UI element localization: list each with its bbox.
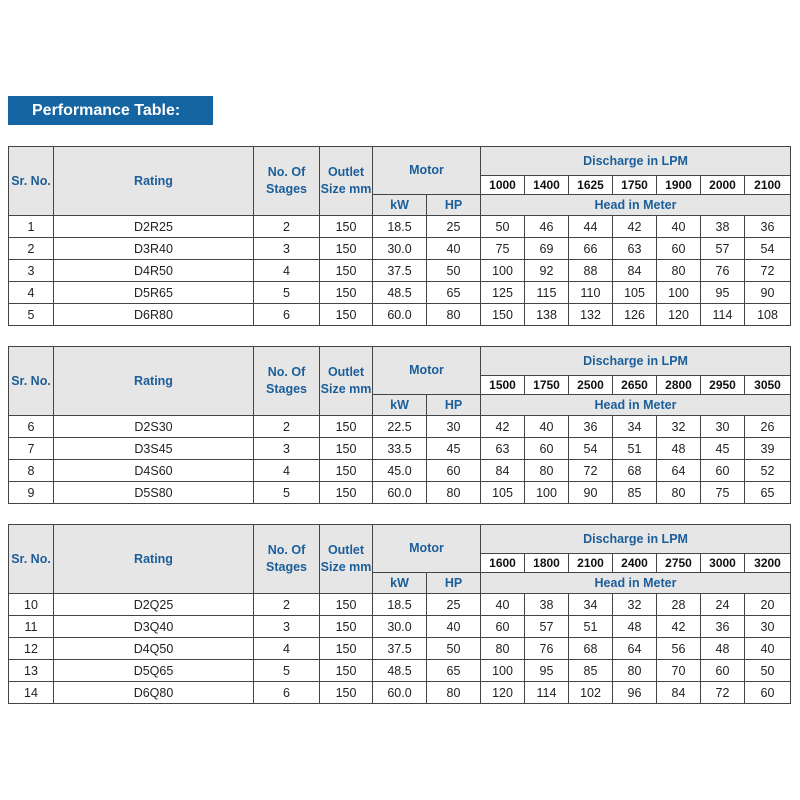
head-cell: 100 [525,482,569,504]
kw-cell: 60.0 [373,682,427,704]
outlet-size-cell: 150 [320,594,373,616]
kw-cell: 22.5 [373,416,427,438]
head-cell: 100 [481,260,525,282]
rating-cell: D4S60 [54,460,254,482]
head-cell: 80 [525,460,569,482]
stages-cell: 3 [254,438,320,460]
hp-cell: 50 [427,638,481,660]
hp-cell: 40 [427,238,481,260]
outlet-size-cell: 150 [320,238,373,260]
head-cell: 132 [569,304,613,326]
stages-cell: 6 [254,304,320,326]
hp-cell: 50 [427,260,481,282]
head-cell: 57 [525,616,569,638]
rating-cell: D3R40 [54,238,254,260]
table-row [9,616,791,638]
table-row [9,260,791,282]
outlet-size-header: Outlet Size mm [320,347,373,416]
sr-no-cell: 9 [9,482,54,504]
outlet-size-cell: 150 [320,304,373,326]
head-cell: 32 [657,416,701,438]
stages-cell: 4 [254,638,320,660]
head-cell: 63 [481,438,525,460]
discharge-header: Discharge in LPM [481,525,791,554]
head-cell: 60 [481,616,525,638]
motor-header: Motor [373,347,481,395]
head-cell: 64 [613,638,657,660]
head-cell: 150 [481,304,525,326]
header-row [9,525,791,554]
head-cell: 60 [701,660,745,682]
performance-table [8,524,791,704]
lpm-value: 1625 [569,176,613,195]
hp-cell: 40 [427,616,481,638]
header-row [9,147,791,176]
sr-no-header: Sr. No. [9,525,54,594]
head-cell: 114 [525,682,569,704]
sr-no-cell: 12 [9,638,54,660]
head-cell: 115 [525,282,569,304]
lpm-value: 2100 [745,176,791,195]
head-cell: 110 [569,282,613,304]
sr-no-cell: 14 [9,682,54,704]
lpm-value: 3200 [745,554,791,573]
head-cell: 85 [569,660,613,682]
table-row [9,682,791,704]
head-cell: 60 [525,438,569,460]
head-cell: 42 [613,216,657,238]
motor-header: Motor [373,147,481,195]
head-cell: 30 [745,616,791,638]
kw-cell: 33.5 [373,438,427,460]
lpm-value: 1800 [525,554,569,573]
head-cell: 90 [745,282,791,304]
lpm-value: 3050 [745,376,791,395]
head-cell: 80 [613,660,657,682]
head-cell: 24 [701,594,745,616]
lpm-value: 1500 [481,376,525,395]
lpm-value: 1400 [525,176,569,195]
table-row [9,238,791,260]
head-cell: 84 [657,682,701,704]
hp-cell: 60 [427,460,481,482]
rating-cell: D3Q40 [54,616,254,638]
head-cell: 40 [745,638,791,660]
outlet-size-cell: 150 [320,682,373,704]
table-row [9,638,791,660]
stages-cell: 2 [254,594,320,616]
head-cell: 60 [657,238,701,260]
kw-cell: 37.5 [373,260,427,282]
head-cell: 88 [569,260,613,282]
kw-cell: 48.5 [373,282,427,304]
head-cell: 65 [745,482,791,504]
kw-cell: 60.0 [373,304,427,326]
head-cell: 36 [569,416,613,438]
stages-cell: 4 [254,460,320,482]
rating-cell: D4Q50 [54,638,254,660]
head-cell: 40 [657,216,701,238]
performance-table [8,146,791,326]
hp-cell: 65 [427,660,481,682]
stages-header: No. Of Stages [254,147,320,216]
head-cell: 38 [701,216,745,238]
head-cell: 72 [745,260,791,282]
sr-no-cell: 7 [9,438,54,460]
lpm-value: 1600 [481,554,525,573]
head-cell: 75 [701,482,745,504]
rating-header: Rating [54,347,254,416]
lpm-value: 1750 [613,176,657,195]
hp-cell: 45 [427,438,481,460]
head-cell: 57 [701,238,745,260]
head-cell: 90 [569,482,613,504]
sr-no-cell: 8 [9,460,54,482]
hp-cell: 80 [427,682,481,704]
lpm-value: 2800 [657,376,701,395]
head-cell: 96 [613,682,657,704]
kw-cell: 45.0 [373,460,427,482]
head-cell: 84 [481,460,525,482]
head-cell: 56 [657,638,701,660]
stages-cell: 5 [254,482,320,504]
hp-cell: 80 [427,482,481,504]
head-cell: 51 [569,616,613,638]
head-cell: 72 [569,460,613,482]
lpm-value: 2750 [657,554,701,573]
head-cell: 54 [569,438,613,460]
rating-header: Rating [54,147,254,216]
outlet-size-cell: 150 [320,460,373,482]
lpm-value: 2100 [569,554,613,573]
head-cell: 42 [657,616,701,638]
stages-cell: 3 [254,616,320,638]
rating-cell: D2R25 [54,216,254,238]
head-header: Head in Meter [481,573,791,594]
head-cell: 100 [657,282,701,304]
lpm-value: 2650 [613,376,657,395]
outlet-size-cell: 150 [320,660,373,682]
outlet-size-cell: 150 [320,282,373,304]
head-cell: 54 [745,238,791,260]
head-cell: 76 [701,260,745,282]
sr-no-cell: 10 [9,594,54,616]
head-cell: 114 [701,304,745,326]
lpm-value: 1000 [481,176,525,195]
stages-header: No. Of Stages [254,525,320,594]
sr-no-cell: 13 [9,660,54,682]
stages-cell: 4 [254,260,320,282]
head-cell: 36 [745,216,791,238]
hp-header: HP [427,395,481,416]
lpm-value: 2400 [613,554,657,573]
head-cell: 108 [745,304,791,326]
head-cell: 48 [613,616,657,638]
kw-cell: 48.5 [373,660,427,682]
head-cell: 34 [613,416,657,438]
head-cell: 68 [613,460,657,482]
head-cell: 72 [701,682,745,704]
head-cell: 44 [569,216,613,238]
stages-cell: 2 [254,416,320,438]
performance-table [8,346,791,504]
head-cell: 26 [745,416,791,438]
stages-cell: 5 [254,660,320,682]
lpm-value: 1900 [657,176,701,195]
kw-cell: 30.0 [373,238,427,260]
kw-cell: 18.5 [373,216,427,238]
head-cell: 84 [613,260,657,282]
head-cell: 66 [569,238,613,260]
head-cell: 69 [525,238,569,260]
motor-header: Motor [373,525,481,573]
head-cell: 95 [525,660,569,682]
rating-cell: D5Q65 [54,660,254,682]
rating-cell: D6R80 [54,304,254,326]
head-cell: 126 [613,304,657,326]
table-row [9,416,791,438]
hp-cell: 25 [427,216,481,238]
table-row [9,660,791,682]
sr-no-header: Sr. No. [9,347,54,416]
outlet-size-cell: 150 [320,616,373,638]
rating-cell: D5S80 [54,482,254,504]
hp-cell: 65 [427,282,481,304]
head-cell: 34 [569,594,613,616]
outlet-size-cell: 150 [320,260,373,282]
outlet-size-cell: 150 [320,438,373,460]
lpm-value: 1750 [525,376,569,395]
sr-no-cell: 6 [9,416,54,438]
head-cell: 46 [525,216,569,238]
table-row [9,304,791,326]
sr-no-cell: 11 [9,616,54,638]
hp-header: HP [427,573,481,594]
head-cell: 120 [481,682,525,704]
head-cell: 80 [657,482,701,504]
head-header: Head in Meter [481,195,791,216]
page-title: Performance Table: [8,96,213,125]
sr-no-cell: 4 [9,282,54,304]
head-cell: 39 [745,438,791,460]
table-row [9,438,791,460]
sr-no-header: Sr. No. [9,147,54,216]
outlet-size-cell: 150 [320,482,373,504]
head-cell: 28 [657,594,701,616]
rating-cell: D5R65 [54,282,254,304]
lpm-value: 2950 [701,376,745,395]
lpm-value: 2000 [701,176,745,195]
head-cell: 68 [569,638,613,660]
head-cell: 138 [525,304,569,326]
head-cell: 32 [613,594,657,616]
head-cell: 64 [657,460,701,482]
head-cell: 20 [745,594,791,616]
head-cell: 85 [613,482,657,504]
kw-header: kW [373,195,427,216]
head-cell: 60 [701,460,745,482]
lpm-value: 3000 [701,554,745,573]
head-cell: 52 [745,460,791,482]
head-cell: 40 [525,416,569,438]
discharge-header: Discharge in LPM [481,347,791,376]
head-cell: 50 [745,660,791,682]
stages-cell: 6 [254,682,320,704]
head-cell: 95 [701,282,745,304]
rating-cell: D2Q25 [54,594,254,616]
head-cell: 40 [481,594,525,616]
head-cell: 42 [481,416,525,438]
kw-cell: 60.0 [373,482,427,504]
head-cell: 38 [525,594,569,616]
hp-cell: 25 [427,594,481,616]
kw-cell: 37.5 [373,638,427,660]
head-cell: 75 [481,238,525,260]
hp-cell: 80 [427,304,481,326]
sr-no-cell: 5 [9,304,54,326]
head-cell: 48 [657,438,701,460]
head-cell: 92 [525,260,569,282]
stages-header: No. Of Stages [254,347,320,416]
head-cell: 45 [701,438,745,460]
head-cell: 100 [481,660,525,682]
head-cell: 51 [613,438,657,460]
sr-no-cell: 2 [9,238,54,260]
stages-cell: 3 [254,238,320,260]
head-cell: 60 [745,682,791,704]
head-cell: 105 [481,482,525,504]
kw-cell: 18.5 [373,594,427,616]
rating-cell: D4R50 [54,260,254,282]
kw-header: kW [373,395,427,416]
table-row [9,216,791,238]
head-cell: 36 [701,616,745,638]
rating-cell: D6Q80 [54,682,254,704]
outlet-size-header: Outlet Size mm [320,525,373,594]
hp-header: HP [427,195,481,216]
head-cell: 120 [657,304,701,326]
discharge-header: Discharge in LPM [481,147,791,176]
stages-cell: 5 [254,282,320,304]
header-row [9,347,791,376]
kw-header: kW [373,573,427,594]
head-cell: 105 [613,282,657,304]
stages-cell: 2 [254,216,320,238]
table-row [9,460,791,482]
head-cell: 80 [657,260,701,282]
head-header: Head in Meter [481,395,791,416]
outlet-size-cell: 150 [320,638,373,660]
head-cell: 48 [701,638,745,660]
head-cell: 70 [657,660,701,682]
sr-no-cell: 3 [9,260,54,282]
head-cell: 63 [613,238,657,260]
head-cell: 80 [481,638,525,660]
kw-cell: 30.0 [373,616,427,638]
sr-no-cell: 1 [9,216,54,238]
head-cell: 102 [569,682,613,704]
rating-header: Rating [54,525,254,594]
head-cell: 76 [525,638,569,660]
table-row [9,482,791,504]
outlet-size-header: Outlet Size mm [320,147,373,216]
lpm-value: 2500 [569,376,613,395]
rating-cell: D2S30 [54,416,254,438]
outlet-size-cell: 150 [320,216,373,238]
hp-cell: 30 [427,416,481,438]
head-cell: 50 [481,216,525,238]
table-row [9,594,791,616]
table-row [9,282,791,304]
outlet-size-cell: 150 [320,416,373,438]
head-cell: 125 [481,282,525,304]
rating-cell: D3S45 [54,438,254,460]
head-cell: 30 [701,416,745,438]
